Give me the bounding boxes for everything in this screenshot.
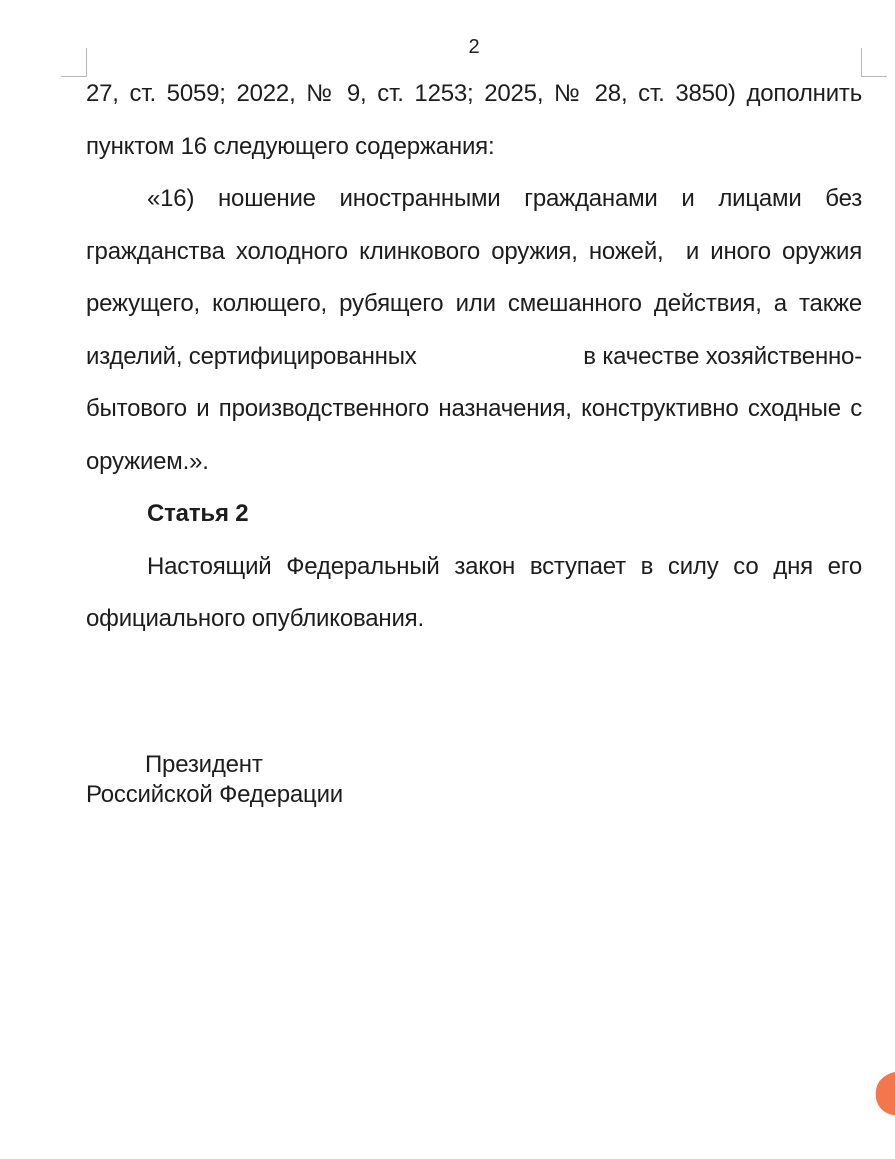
margin-corner-mark-right [861, 76, 887, 77]
article-heading: Статья 2 [147, 500, 249, 527]
body-line: гражданства холодного клинкового оружия, ножей, и иного оружия [86, 237, 862, 265]
page-number: 2 [468, 36, 480, 58]
body-line-segment: изделий, сертифицированных [86, 342, 417, 370]
body-line: Настоящий Федеральный закон вступает в силу со дня его [147, 552, 862, 580]
document-body [86, 68, 862, 646]
signature-title: Президент [145, 751, 263, 778]
body-line: 27, ст. 5059; 2022, № 9, ст. 1253; 2025, № 28, ст. 3850) дополнить [86, 80, 862, 107]
edit-fab-blob-shape [876, 1072, 895, 1115]
signature-block [86, 750, 343, 810]
body-line: бытового и производственного назначения, конструктивно сходные с [86, 395, 862, 422]
body-line: официального опубликования. [86, 605, 424, 632]
body-line: режущего, колющего, рубящего или смешанного действия, а также [86, 290, 862, 317]
body-line: «16) ношение иностранными гражданами и лицами без [147, 185, 862, 212]
margin-corner-mark-left [61, 76, 87, 77]
body-line: пунктом 16 следующего содержания: [86, 132, 495, 160]
body-line: оружием.». [86, 447, 209, 475]
signature-org: Российской Федерации [86, 781, 343, 808]
body-line-segment: в качестве хозяйственно- [583, 342, 862, 370]
edit-fab-icon[interactable] [875, 1072, 895, 1115]
body-line [86, 331, 862, 384]
